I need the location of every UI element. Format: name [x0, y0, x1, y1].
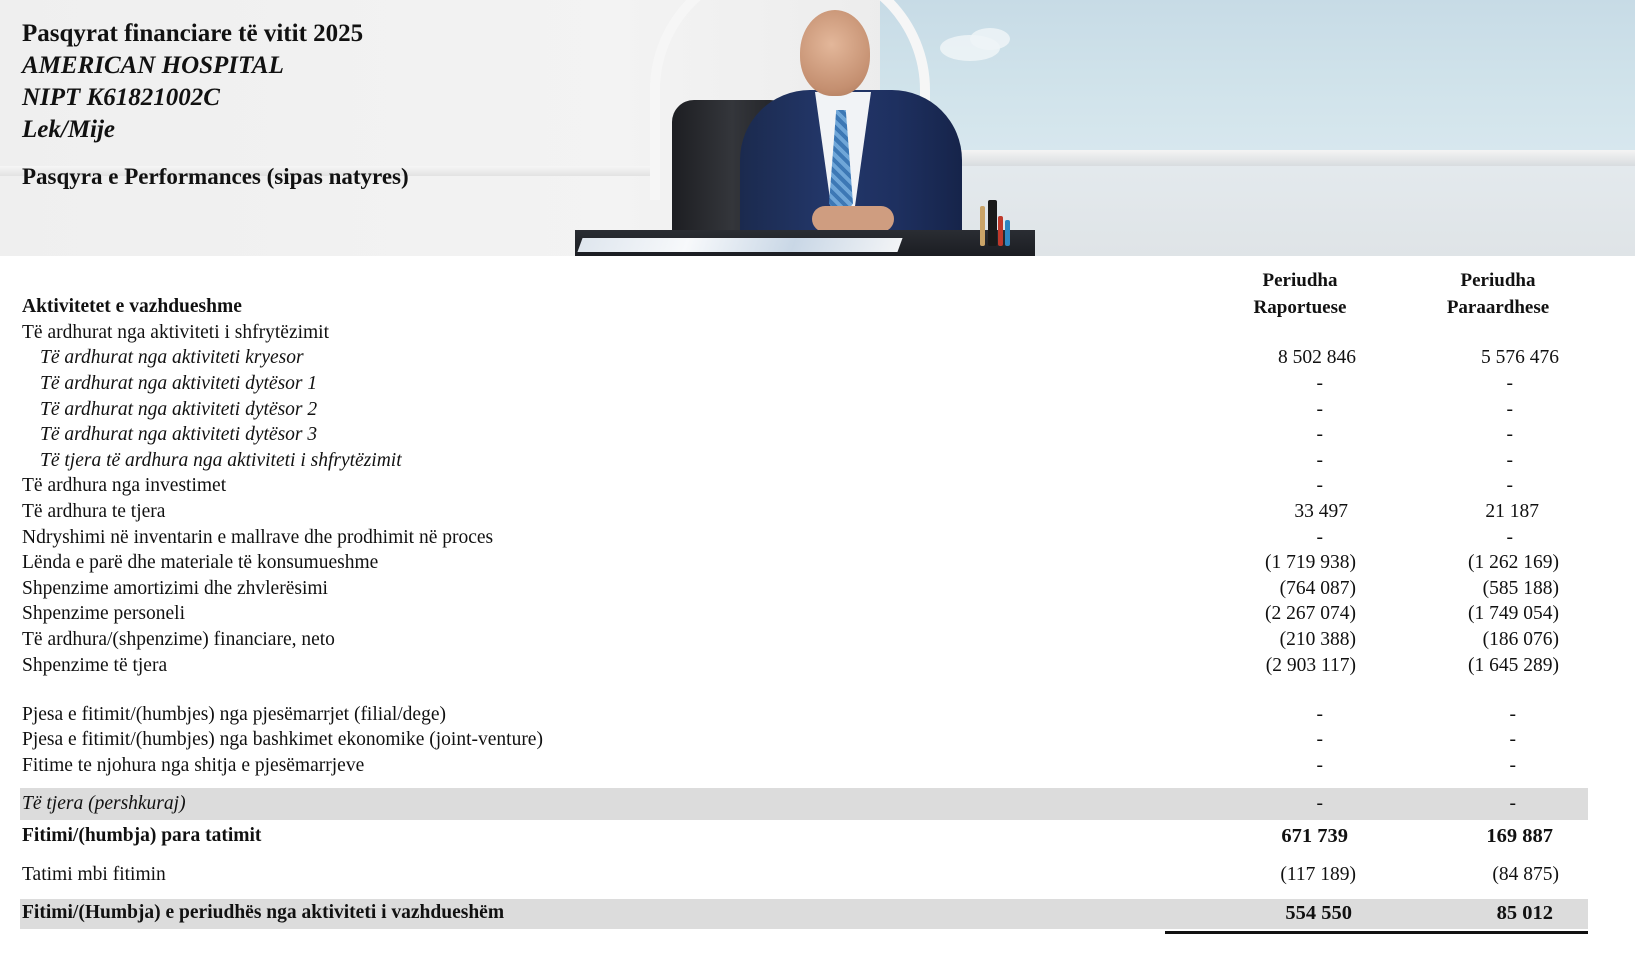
row-previous-value: - — [1506, 399, 1513, 420]
row-previous-value: - — [1506, 373, 1513, 394]
row-previous-value: - — [1509, 755, 1516, 776]
column-header-previous-line1: Periudha — [1460, 270, 1536, 291]
column-header-current-line2: Raportuese — [1253, 297, 1347, 318]
row-current-value: (2 267 074) — [1265, 603, 1356, 624]
row-previous-value: - — [1506, 424, 1513, 445]
row-previous-value: 5 576 476 — [1481, 347, 1559, 368]
row-current-value: - — [1316, 424, 1323, 445]
row-label: Fitime te njohura nga shitja e pjesëmarrjeve — [22, 755, 365, 776]
table-row — [0, 448, 1635, 474]
table-row — [0, 525, 1635, 551]
row-label: Të tjera (pershkuraj) — [22, 793, 186, 814]
row-label: Shpenzime amortizimi dhe zhvlerësimi — [22, 578, 328, 599]
table-row — [0, 397, 1635, 423]
row-current-value: (1 719 938) — [1265, 552, 1356, 573]
row-current-value: 33 497 — [1294, 501, 1348, 522]
table-row — [0, 753, 1635, 779]
row-label: Të ardhurat nga aktiviteti dytësor 1 — [40, 373, 318, 394]
table-row — [0, 345, 1635, 371]
statement-title: Pasqyra e Performances (sipas natyres) — [22, 164, 409, 189]
table-row — [0, 422, 1635, 448]
executive-head — [800, 10, 870, 96]
row-current-value: - — [1316, 704, 1323, 725]
row-previous-value: - — [1509, 793, 1516, 814]
row-label: Të ardhura te tjera — [22, 501, 166, 522]
row-current-value: 554 550 — [1285, 902, 1352, 924]
row-label: Të tjera të ardhura nga aktiviteti i shfrytëzimit — [40, 450, 402, 471]
row-current-value: (210 388) — [1279, 629, 1356, 650]
row-current-value: - — [1316, 729, 1323, 750]
row-label: Fitimi/(Humbja) e periudhës nga aktiviteti i vazhdueshëm — [22, 902, 505, 923]
section-label-row — [0, 294, 1635, 320]
wall-molding — [880, 150, 1635, 166]
window-sky — [880, 0, 1635, 150]
row-previous-value: (1 645 289) — [1468, 655, 1559, 676]
row-current-value: (764 087) — [1279, 578, 1356, 599]
table-row — [0, 702, 1635, 728]
report-title: Pasqyrat financiare të vitit 2025 — [22, 20, 364, 47]
table-row — [0, 576, 1635, 602]
row-previous-value: 85 012 — [1496, 902, 1553, 924]
row-label: Të ardhurat nga aktiviteti dytësor 3 — [40, 424, 318, 445]
profit-before-tax-row — [0, 823, 1635, 849]
row-label: Ndryshimi në inventarin e mallrave dhe prodhimit në proces — [22, 527, 494, 548]
company-nipt: NIPT K61821002C — [22, 84, 220, 111]
row-previous-value: 169 887 — [1486, 825, 1553, 847]
table-row — [0, 550, 1635, 576]
row-previous-value: - — [1506, 475, 1513, 496]
table-row — [0, 473, 1635, 499]
row-label: Pjesa e fitimit/(humbjes) nga pjesëmarrjet (filial/dege) — [22, 704, 446, 725]
row-current-value: - — [1316, 755, 1323, 776]
net-result-row — [0, 900, 1635, 926]
row-label: Të ardhurat nga aktiviteti i shfrytëzimit — [22, 322, 330, 343]
row-current-value: - — [1316, 373, 1323, 394]
table-row — [0, 727, 1635, 753]
row-previous-value: 21 187 — [1485, 501, 1539, 522]
row-previous-value: - — [1506, 527, 1513, 548]
table-row — [0, 499, 1635, 525]
row-current-value: (117 189) — [1280, 864, 1356, 885]
executive-hands — [812, 206, 894, 232]
row-previous-value: - — [1509, 729, 1516, 750]
table-row — [0, 320, 1635, 346]
row-label: Të ardhura nga investimet — [22, 475, 227, 496]
row-previous-value: (1 262 169) — [1468, 552, 1559, 573]
row-previous-value: (585 188) — [1482, 578, 1559, 599]
row-label: Të ardhura/(shpenzime) financiare, neto — [22, 629, 335, 650]
row-current-value: - — [1316, 527, 1323, 548]
row-label: Shpenzime personeli — [22, 603, 185, 624]
column-header-current-line1: Periudha — [1262, 270, 1338, 291]
row-label: Lënda e parë dhe materiale të konsumueshme — [22, 552, 379, 573]
company-name: AMERICAN HOSPITAL — [22, 52, 284, 79]
row-label: Tatimi mbi fitimin — [22, 864, 166, 885]
row-previous-value: (186 076) — [1482, 629, 1559, 650]
section-label: Aktivitetet e vazhdueshme — [22, 296, 242, 317]
row-current-value: - — [1316, 793, 1323, 814]
table-row — [0, 601, 1635, 627]
row-previous-value: - — [1509, 704, 1516, 725]
row-label: Të ardhurat nga aktiviteti kryesor — [40, 347, 304, 368]
column-header-previous-line2: Paraardhese — [1446, 297, 1550, 318]
table-row-shaded — [0, 791, 1635, 817]
row-label: Pjesa e fitimit/(humbjes) nga bashkimet ekonomike (joint-venture) — [22, 729, 543, 750]
row-label: Shpenzime të tjera — [22, 655, 168, 676]
desk-papers — [577, 238, 902, 252]
table-row — [0, 862, 1635, 888]
row-previous-value: (1 749 054) — [1468, 603, 1559, 624]
table-row — [0, 653, 1635, 679]
row-current-value: 8 502 846 — [1278, 347, 1356, 368]
total-double-rule — [1165, 931, 1588, 934]
row-current-value: - — [1316, 450, 1323, 471]
table-row — [0, 627, 1635, 653]
row-current-value: - — [1316, 475, 1323, 496]
row-previous-value: - — [1506, 450, 1513, 471]
currency-unit: Lek/Mije — [22, 116, 116, 143]
row-label: Të ardhurat nga aktiviteti dytësor 2 — [40, 399, 318, 420]
row-label: Fitimi/(humbja) para tatimit — [22, 825, 262, 846]
table-row — [0, 371, 1635, 397]
row-previous-value: (84 875) — [1492, 864, 1559, 885]
pen-holder-icon — [976, 200, 1016, 246]
row-current-value: 671 739 — [1281, 825, 1348, 847]
row-current-value: - — [1316, 399, 1323, 420]
row-current-value: (2 903 117) — [1265, 655, 1356, 676]
